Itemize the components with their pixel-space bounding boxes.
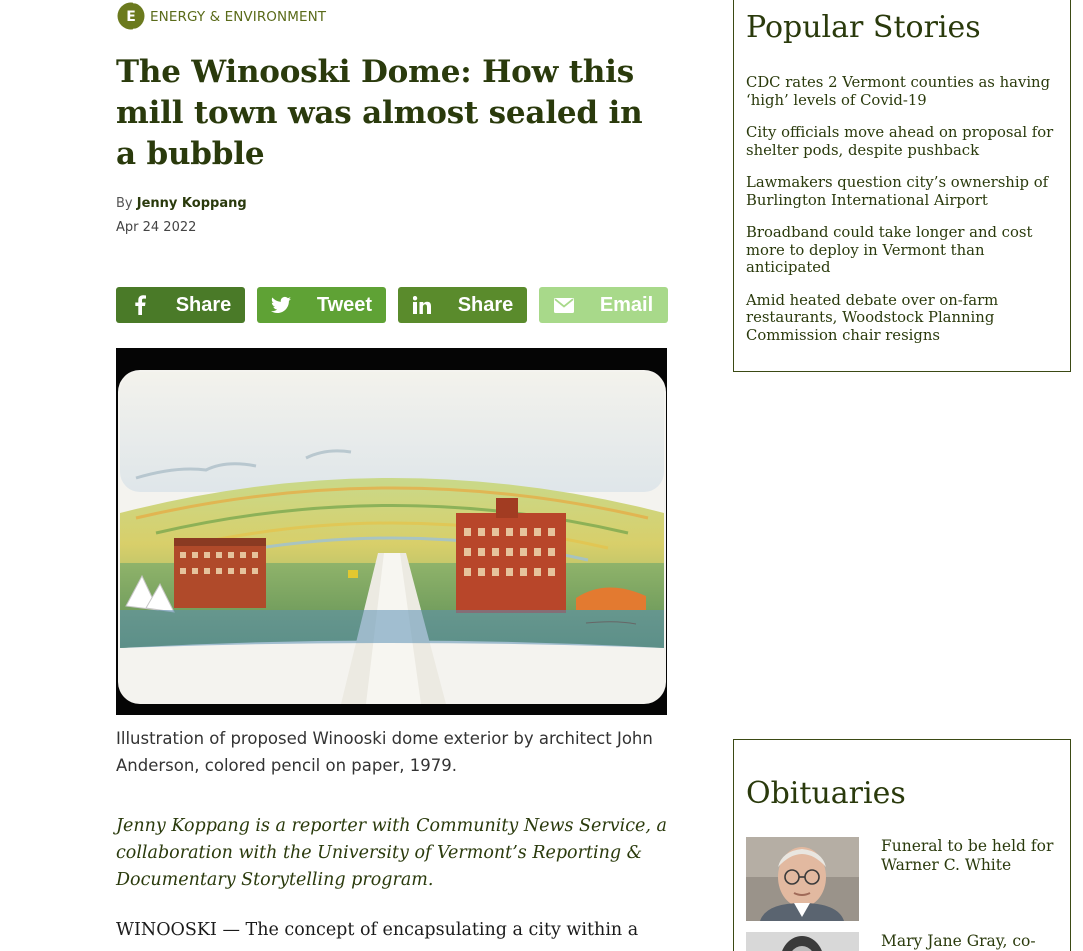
obituary-photo[interactable] (746, 837, 859, 921)
popular-story-link-3[interactable]: Lawmakers question city’s ownership of Burlington International Airport (746, 174, 1049, 209)
email-icon (554, 295, 574, 315)
twitter-icon (271, 295, 291, 315)
publish-date: Apr 24 2022 (116, 220, 197, 235)
category-badge-letter: E (126, 9, 136, 25)
share-bar (116, 287, 668, 323)
popular-story-link-5[interactable]: Amid heated debate over on-farm restaurants, Woodstock Planning Commission chair resigns (746, 291, 999, 344)
twitter-share-label: Tweet (316, 293, 373, 316)
lede-text: The concept of encapsulating a city within a (245, 920, 639, 940)
email-share-label: Email (599, 293, 654, 316)
list-item (746, 174, 1060, 209)
facebook-share-label: Share (175, 293, 232, 316)
byline-prefix: By (116, 196, 133, 211)
linkedin-share-label: Share (457, 293, 514, 316)
byline (116, 196, 247, 211)
popular-stories-title: Popular Stories (746, 10, 981, 45)
popular-story-link-1[interactable]: CDC rates 2 Vermont counties as having ‘high’ levels of Covid-19 (746, 74, 1051, 109)
category-link[interactable]: ENERGY & ENVIRONMENT (150, 9, 327, 25)
author-note: Jenny Koppang is a reporter with Community News Service, a collaboration with the University of Vermont’s Reporting & Documentary Storytelling program. (116, 816, 667, 890)
category-tag[interactable] (116, 0, 326, 32)
obituaries-title: Obituaries (746, 776, 906, 811)
linkedin-icon (412, 295, 432, 315)
obituary-link-1[interactable]: Funeral to be held for Warner C. White (881, 837, 1054, 874)
author-link[interactable]: Jenny Koppang (136, 196, 247, 211)
list-item (746, 124, 1060, 159)
list-item (746, 74, 1060, 109)
list-item (746, 292, 1060, 345)
popular-story-link-4[interactable]: Broadband could take longer and cost more to deploy in Vermont than anticipated (746, 224, 1033, 276)
category-badge-icon (116, 0, 148, 32)
facebook-share-button[interactable] (116, 287, 245, 323)
obituary-photo[interactable] (746, 932, 859, 951)
facebook-icon (130, 295, 150, 315)
list-item (746, 224, 1060, 277)
lede-dash: — (222, 920, 240, 940)
winooski-dome-illustration (116, 348, 667, 715)
popular-stories-widget (733, 0, 1071, 372)
popular-story-link-2[interactable]: City officials move ahead on proposal for shelter pods, despite pushback (746, 124, 1054, 159)
hero-image (116, 348, 667, 715)
article-lede (116, 917, 668, 944)
obituary-item[interactable] (746, 837, 1060, 921)
twitter-share-button[interactable] (257, 287, 386, 323)
linkedin-share-button[interactable] (398, 287, 527, 323)
obituary-link-2[interactable]: Mary Jane Gray, co- (881, 932, 1036, 950)
obituaries-widget (733, 739, 1071, 951)
email-share-button[interactable] (539, 287, 668, 323)
image-caption: Illustration of proposed Winooski dome exterior by architect John Anderson, colored pencil on paper, 1979. (116, 729, 653, 775)
lede-dateline: WINOOSKI (116, 920, 217, 940)
popular-stories-list (746, 74, 1060, 359)
obituary-item[interactable] (746, 932, 1060, 951)
article-headline: The Winooski Dome: How this mill town was almost sealed in a bubble (116, 54, 643, 172)
